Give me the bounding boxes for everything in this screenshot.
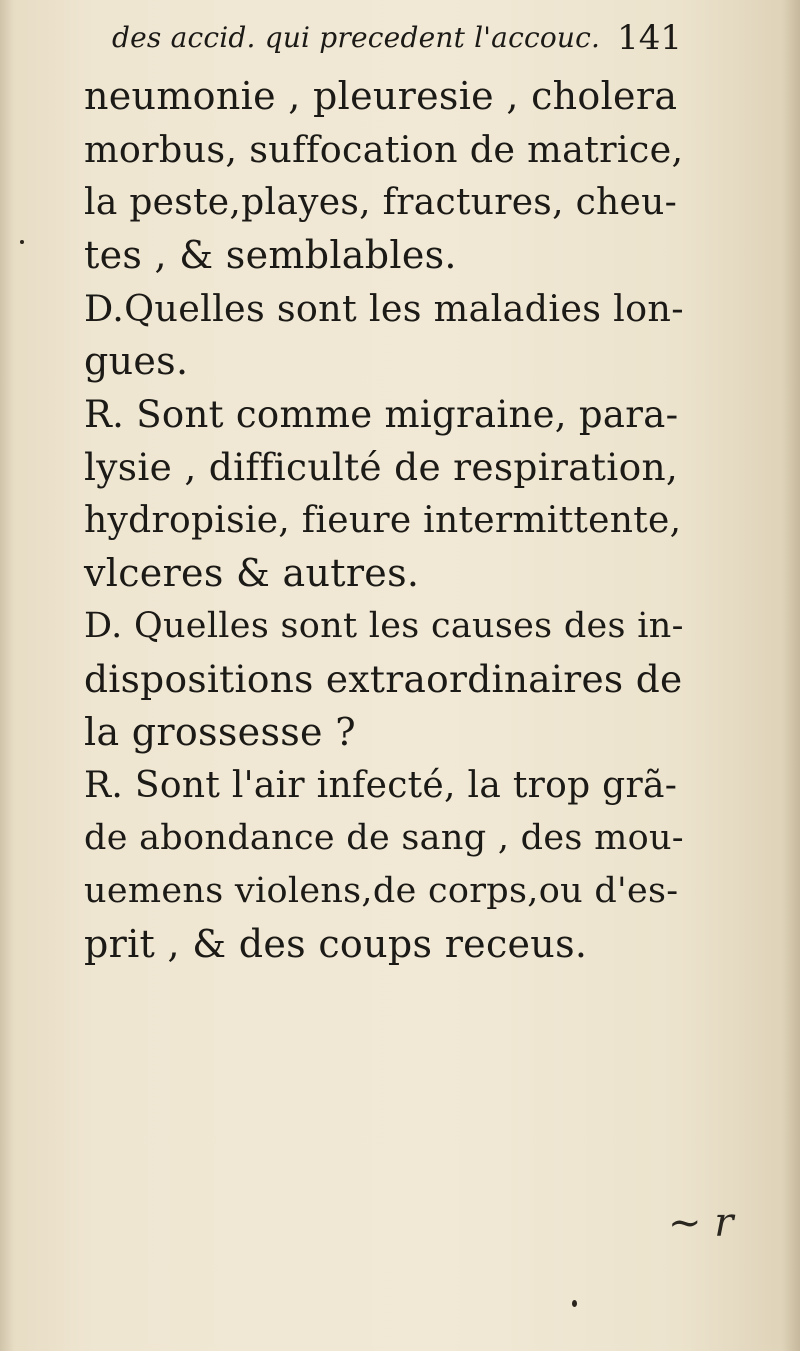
text-line: dispositions extraordinaires de xyxy=(84,657,683,701)
text-line: neumonie , pleuresie , cholera xyxy=(84,74,678,118)
text-line: D. Quelles sont les causes des in- xyxy=(84,606,684,646)
text-line: R. Sont comme migraine, para- xyxy=(84,393,679,436)
catchword: ~ r xyxy=(668,1200,734,1246)
text-line: gues. xyxy=(84,339,189,383)
text-line: R. Sont l'air infecté, la trop grã- xyxy=(84,765,678,806)
page-left-shadow xyxy=(0,0,14,1351)
body-text xyxy=(84,70,684,971)
text-line: hydropisie, fieure intermittente, xyxy=(84,500,682,541)
text-line: la grossesse ? xyxy=(84,710,356,754)
text-line: D.Quelles sont les maladies lon- xyxy=(84,287,684,330)
text-line: uemens violens,de corps,ou d'es- xyxy=(84,871,679,911)
page-number: 141 xyxy=(617,18,682,58)
running-head: des accid. qui precedent l'accouc. xyxy=(112,21,601,54)
text-line: vlceres & autres. xyxy=(84,551,420,595)
text-line: lysie , difficulté de respiration, xyxy=(84,445,679,489)
page-header xyxy=(112,14,682,64)
text-line: tes , & semblables. xyxy=(84,233,457,277)
text-line: morbus, suffocation de matrice, xyxy=(84,128,684,171)
text-line: prit , & des coups receus. xyxy=(84,922,588,966)
ink-speck xyxy=(572,1300,577,1307)
text-line: la peste,playes, fractures, cheu- xyxy=(84,182,678,223)
text-line: de abondance de sang , des mou- xyxy=(84,818,684,858)
page-right-shadow xyxy=(782,0,800,1351)
ink-speck xyxy=(20,240,24,244)
